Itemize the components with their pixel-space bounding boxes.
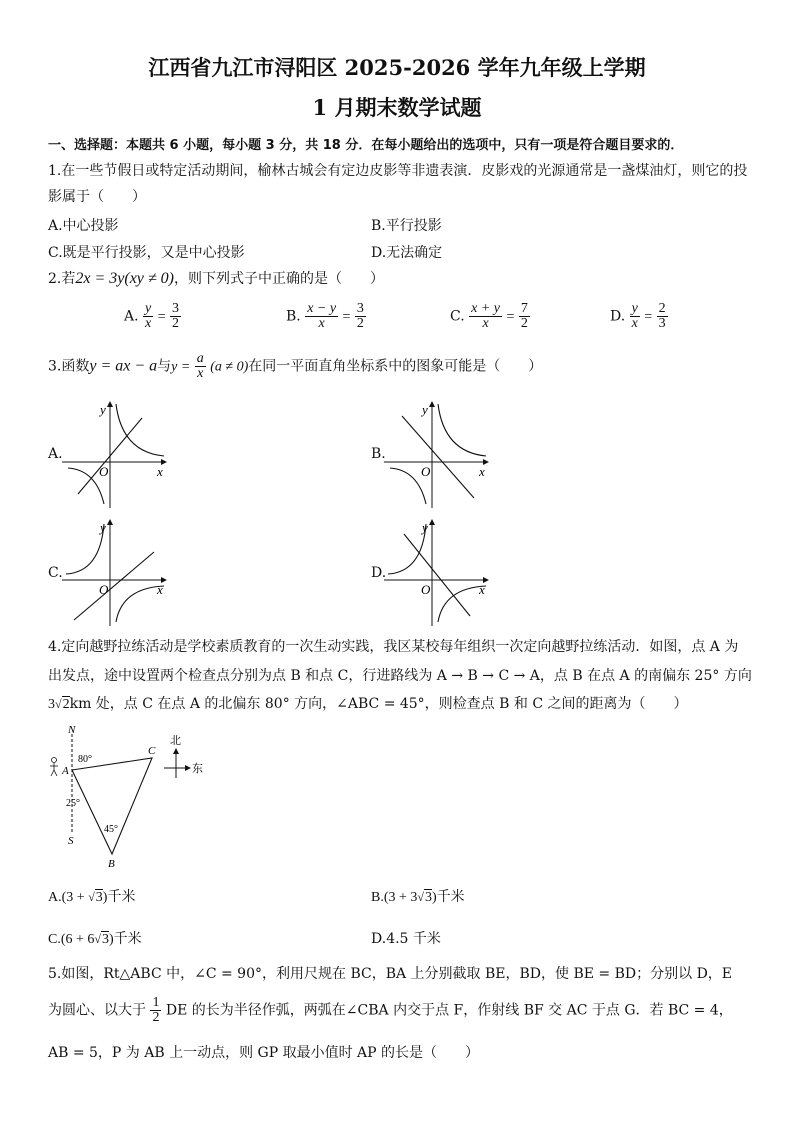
- q2-option-a: A. $\frac{y}{x}$ = $\frac{3}{2}$: [124, 301, 180, 331]
- q3-graph-label-b: B.: [371, 446, 386, 462]
- q2-option-c: C. $\frac{x + y}{x}$ = $\frac{7}{2}$: [450, 301, 528, 331]
- q3-graph-label-c: C.: [48, 565, 63, 581]
- q5-stem-line1: 5.如图，Rt△ABC 中，∠C = 90°，利用尺规在 BC，BA 上分别截取 BE，BD，使 BE = BD；分别以 D，E: [48, 966, 733, 982]
- q1-stem-line1: 1.在一些节假日或特定活动期间，榆林古城会有定边皮影等非遗表演．皮影戏的光源通常是一盏煤油灯，则它的投: [48, 163, 748, 179]
- q4-option-c: C.(6 + 6√3)千米: [48, 932, 142, 947]
- svg-text:y: y: [422, 402, 428, 417]
- q1-option-c: C.既是平行投影，又是中心投影: [48, 245, 245, 261]
- hyperbola-branch-q2: [388, 524, 426, 574]
- q2-stem: 2.若2x = 3y(xy ≠ 0)，则下列式子中正确的是（ ）: [48, 270, 384, 287]
- q2-option-b: B. $\frac{x - y}{x}$ = $\frac{3}{2}$: [286, 301, 364, 331]
- q4-stem-line3: 3√2km 处，点 C 在点 A 的北偏东 80° 方向，∠ABC = 45°，则检查点 B 和 C 之间的距离为（ ）: [48, 696, 688, 712]
- svg-text:y: y: [100, 402, 106, 417]
- svg-text:x: x: [479, 464, 485, 479]
- q3-graph-d: [382, 516, 492, 628]
- svg-text:O: O: [99, 582, 109, 597]
- q4-figure: [44, 722, 224, 872]
- svg-text:x: x: [479, 582, 485, 597]
- compass-icon: [164, 748, 190, 778]
- svg-text:25°: 25°: [66, 798, 80, 809]
- q1-option-b: B.平行投影: [371, 218, 442, 234]
- svg-text:x: x: [157, 464, 163, 479]
- svg-text:O: O: [99, 464, 109, 479]
- svg-text:y: y: [100, 520, 106, 535]
- q3-graph-b: [382, 398, 492, 510]
- svg-text:y: y: [422, 520, 428, 535]
- q3-graph-c: [60, 516, 170, 628]
- q4-stem-line1: 4.定向越野拉练活动是学校素质教育的一次生动实践，我区某校每年组织一次定向越野拉练活动．如图，点 A 为: [48, 639, 739, 655]
- svg-text:东: 东: [192, 763, 203, 775]
- svg-text:80°: 80°: [78, 754, 92, 765]
- exam-title-line2: 1 月期末数学试题: [312, 95, 482, 120]
- svg-text:A: A: [62, 765, 69, 777]
- svg-text:O: O: [421, 464, 431, 479]
- svg-text:45°: 45°: [104, 824, 118, 835]
- q3-graph-label-d: D.: [371, 565, 387, 581]
- q3-graph-label-a: A.: [48, 446, 63, 462]
- hyperbola-branch-q1: [438, 404, 486, 456]
- line-graph: [402, 416, 474, 498]
- svg-text:O: O: [421, 582, 431, 597]
- q5-stem-line3: AB = 5，P 为 AB 上一动点，则 GP 取最小值时 AP 的长是（ ）: [48, 1045, 480, 1061]
- svg-text:S: S: [68, 835, 74, 847]
- svg-text:C: C: [148, 745, 156, 757]
- hyperbola-branch-q2: [66, 524, 104, 574]
- q1-option-a: A.中心投影: [48, 218, 119, 234]
- q4-stem-line2: 出发点，途中设置两个检查点分别为点 B 和点 C，行进路线为 A → B → C → A，点 B 在点 A 的南偏东 25° 方向: [48, 668, 752, 684]
- section-heading: 一、选择题：本题共 6 小题，每小题 3 分，共 18 分．在每小题给出的选项中，只有一项是符合题目要求的．: [48, 138, 684, 153]
- triangle-abc: [72, 758, 152, 854]
- q4-option-a: A.(3 + √3)千米: [48, 890, 136, 905]
- svg-text:x: x: [157, 582, 163, 597]
- svg-text:北: 北: [170, 735, 181, 747]
- q5-stem-line2: 为圆心、以大于 $\frac{1}{2}$ DE 的长为半径作弧，两弧在∠CBA 内交于点 F，作射线 BF 交 AC 于点 G．若 BC = 4，: [48, 995, 733, 1025]
- svg-text:N: N: [68, 724, 76, 736]
- q4-option-d: D.4.5 千米: [371, 931, 441, 947]
- q3-graph-a: [60, 398, 170, 510]
- hyperbola-branch-q1: [116, 404, 164, 456]
- q1-stem-line2: 影属于（ ）: [48, 189, 146, 205]
- exam-title-line1: 江西省九江市浔阳区 2025-2026 学年九年级上学期: [148, 55, 646, 80]
- q3-stem: 3.函数y = ax − a与y = $\frac{a}{x}$ (a ≠ 0)在同一平面直角坐标系中的图象可能是（ ）: [48, 351, 543, 381]
- q1-option-d: D.无法确定: [371, 245, 443, 261]
- svg-text:B: B: [108, 858, 115, 870]
- line-graph: [404, 534, 470, 616]
- line-graph: [74, 552, 154, 620]
- q2-option-d: D. $\frac{y}{x}$ = $\frac{2}{3}$: [610, 301, 666, 331]
- hiker-icon: [50, 758, 58, 777]
- q4-option-b: B.(3 + 3√3)千米: [371, 890, 465, 905]
